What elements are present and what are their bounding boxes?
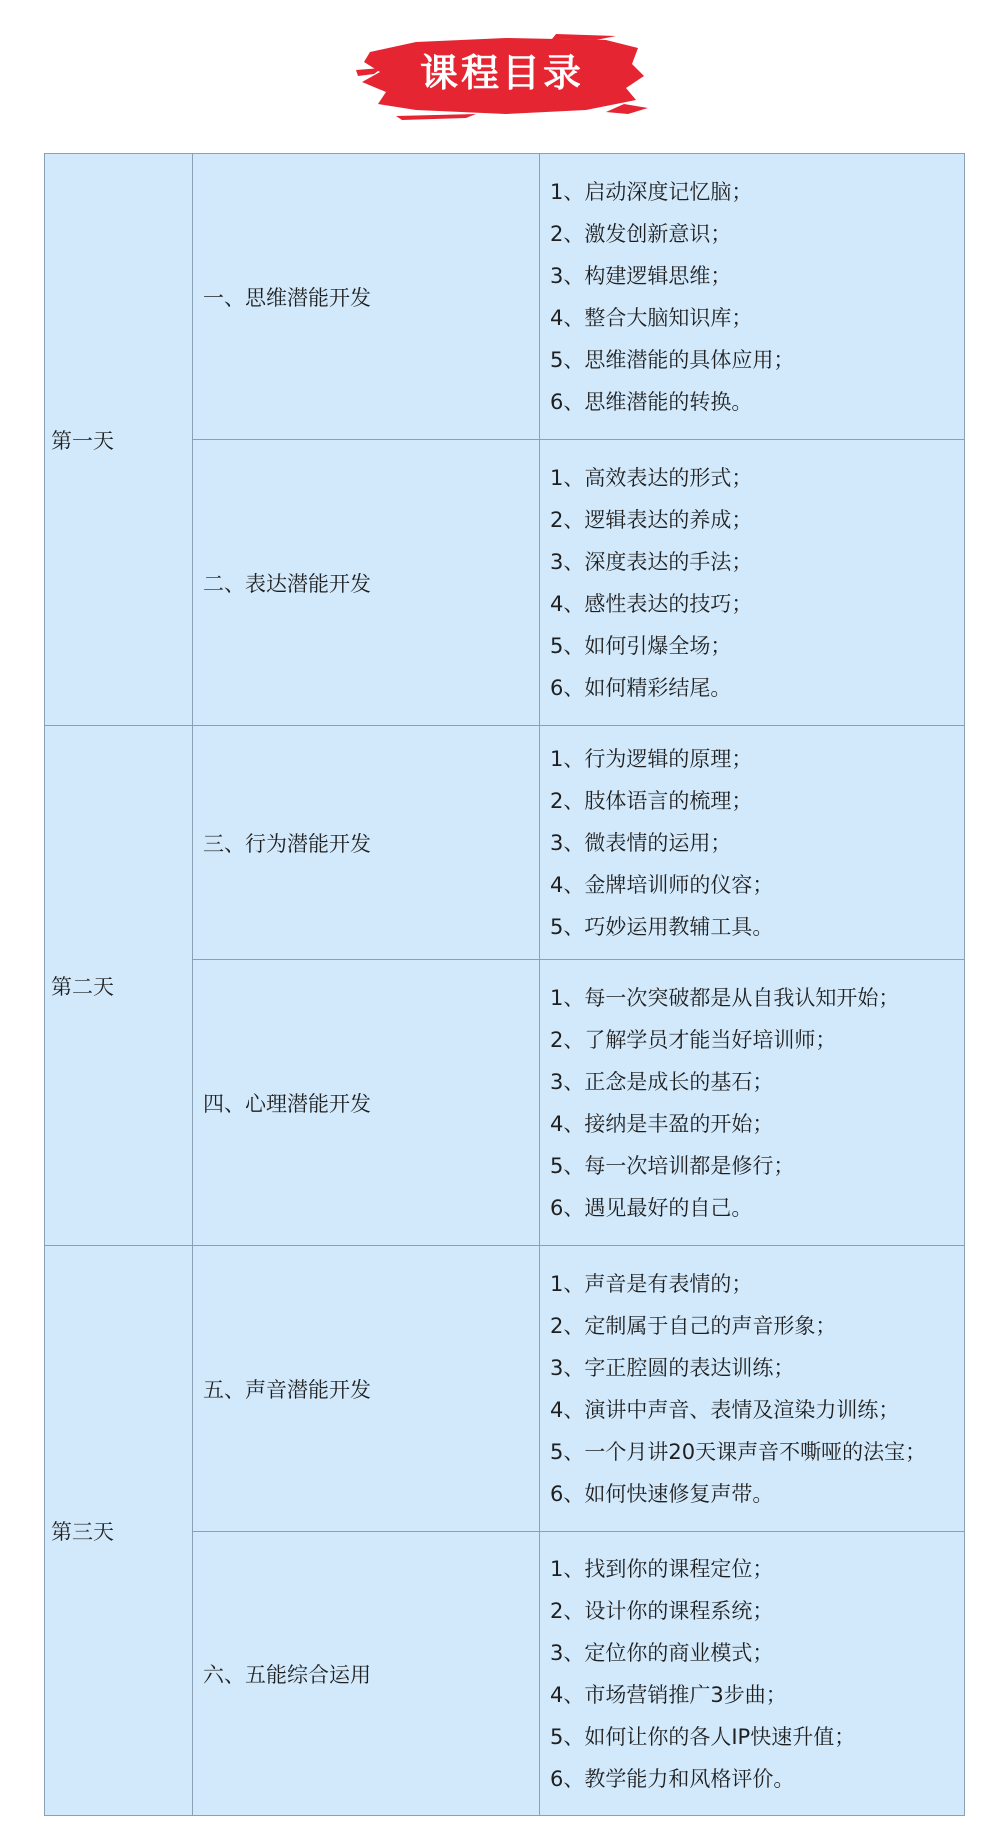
module-title: 一、思维潜能开发 bbox=[193, 154, 540, 440]
list-item: 3、构建逻辑思维； bbox=[550, 263, 732, 288]
list-item: 6、教学能力和风格评价。 bbox=[550, 1766, 795, 1791]
list-item: 4、感性表达的技巧； bbox=[550, 591, 753, 616]
list-item: 1、启动深度记忆脑； bbox=[550, 179, 753, 204]
module-items bbox=[540, 440, 965, 726]
list-item: 2、逻辑表达的养成； bbox=[550, 507, 753, 532]
item-list bbox=[550, 457, 964, 709]
item-list bbox=[550, 171, 964, 423]
page-title: 课程目录 bbox=[419, 51, 584, 95]
list-item: 3、字正腔圆的表达训练； bbox=[550, 1355, 795, 1380]
list-item: 1、找到你的课程定位； bbox=[550, 1556, 774, 1581]
module-title: 五、声音潜能开发 bbox=[193, 1246, 540, 1532]
module-items bbox=[540, 960, 965, 1246]
list-item: 3、微表情的运用； bbox=[550, 830, 732, 855]
item-list bbox=[550, 1263, 964, 1515]
list-item: 6、遇见最好的自己。 bbox=[550, 1195, 753, 1220]
module-items bbox=[540, 726, 965, 960]
module-title: 六、五能综合运用 bbox=[193, 1532, 540, 1816]
list-item: 1、高效表达的形式； bbox=[550, 465, 753, 490]
day-cell: 第一天 bbox=[45, 154, 193, 726]
list-item: 3、正念是成长的基石； bbox=[550, 1069, 774, 1094]
list-item: 2、激发创新意识； bbox=[550, 221, 732, 246]
item-list bbox=[550, 738, 964, 948]
list-item: 5、如何引爆全场； bbox=[550, 633, 732, 658]
list-item: 4、市场营销推广3步曲； bbox=[550, 1682, 787, 1707]
list-item: 5、每一次培训都是修行； bbox=[550, 1153, 795, 1178]
day-cell: 第三天 bbox=[45, 1246, 193, 1816]
course-table bbox=[44, 153, 965, 1816]
item-list bbox=[550, 977, 964, 1229]
module-items bbox=[540, 1246, 965, 1532]
day-cell: 第二天 bbox=[45, 726, 193, 1246]
list-item: 5、巧妙运用教辅工具。 bbox=[550, 914, 774, 939]
list-item: 1、行为逻辑的原理； bbox=[550, 746, 753, 771]
list-item: 4、接纳是丰盈的开始； bbox=[550, 1111, 774, 1136]
list-item: 4、演讲中声音、表情及渲染力训练； bbox=[550, 1397, 900, 1422]
list-item: 2、定制属于自己的声音形象； bbox=[550, 1313, 837, 1338]
module-title: 三、行为潜能开发 bbox=[193, 726, 540, 960]
list-item: 5、如何让你的各人IP快速升值； bbox=[550, 1724, 856, 1749]
module-title: 四、心理潜能开发 bbox=[193, 960, 540, 1246]
item-list bbox=[550, 1548, 964, 1800]
list-item: 4、金牌培训师的仪容； bbox=[550, 872, 774, 897]
list-item: 2、设计你的课程系统； bbox=[550, 1598, 774, 1623]
list-item: 5、思维潜能的具体应用； bbox=[550, 347, 795, 372]
list-item: 1、每一次突破都是从自我认知开始； bbox=[550, 985, 900, 1010]
module-items bbox=[540, 1532, 965, 1816]
list-item: 6、如何快速修复声带。 bbox=[550, 1481, 774, 1506]
page-header bbox=[0, 0, 1000, 130]
module-title: 二、表达潜能开发 bbox=[193, 440, 540, 726]
list-item: 6、思维潜能的转换。 bbox=[550, 389, 753, 414]
list-item: 3、深度表达的手法； bbox=[550, 549, 753, 574]
table-row bbox=[45, 154, 965, 440]
list-item: 3、定位你的商业模式； bbox=[550, 1640, 774, 1665]
table-row bbox=[45, 1246, 965, 1532]
table-row bbox=[45, 726, 965, 960]
list-item: 4、整合大脑知识库； bbox=[550, 305, 753, 330]
module-items bbox=[540, 154, 965, 440]
list-item: 5、一个月讲20天课声音不嘶哑的法宝； bbox=[550, 1439, 927, 1464]
list-item: 2、肢体语言的梳理； bbox=[550, 788, 753, 813]
list-item: 2、了解学员才能当好培训师； bbox=[550, 1027, 837, 1052]
list-item: 6、如何精彩结尾。 bbox=[550, 675, 732, 700]
list-item: 1、声音是有表情的； bbox=[550, 1271, 753, 1296]
